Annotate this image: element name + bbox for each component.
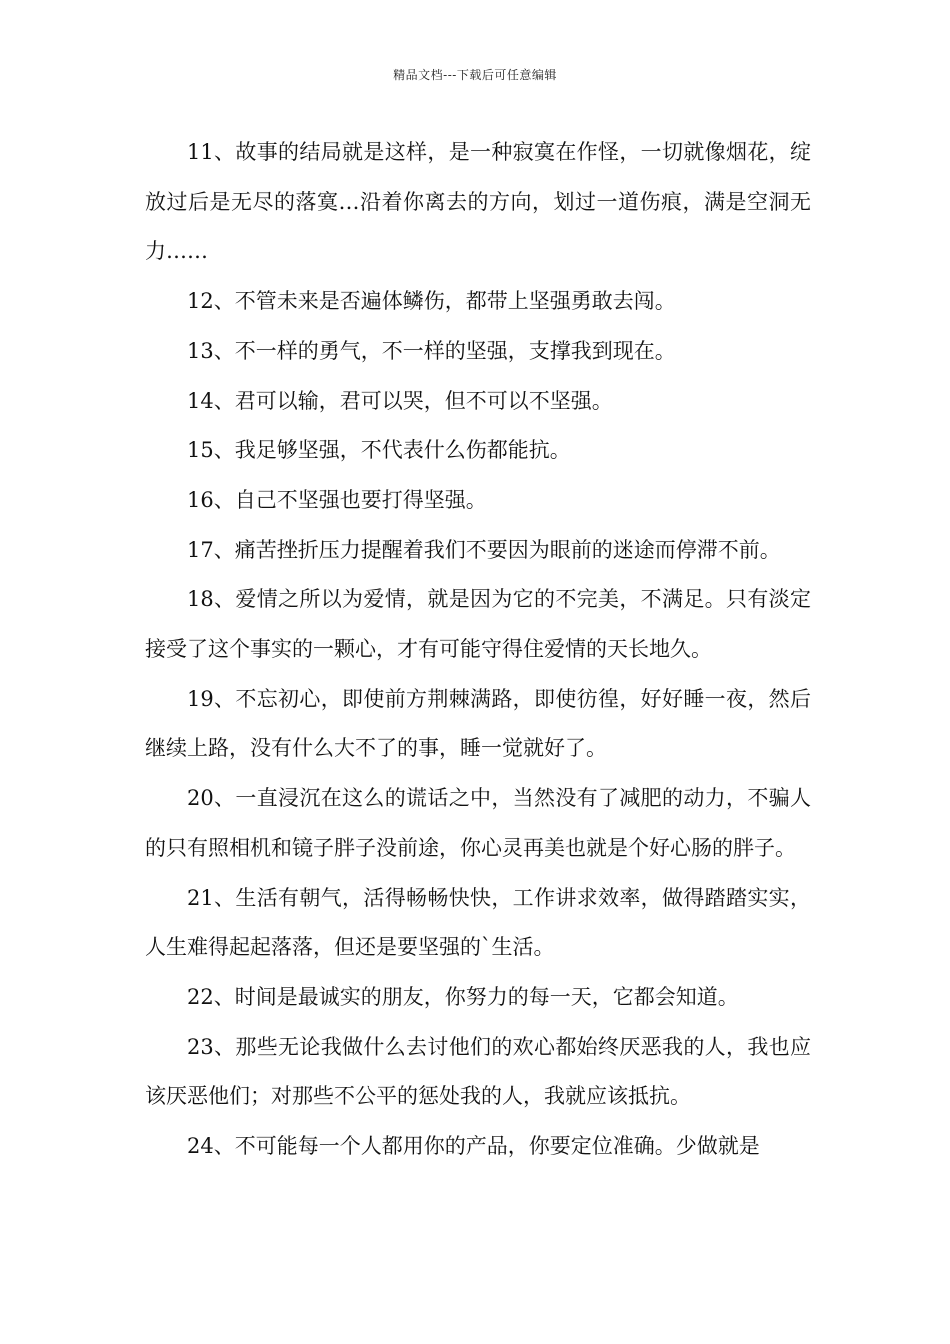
paragraph-12: 12、不管未来是否遍体鳞伤，都带上坚强勇敢去闯。 xyxy=(187,289,676,314)
paragraph-19: 19、不忘初心，即使前方荆棘满路，即使彷徨，好好睡一夜，然后继续上路，没有什么大不了的事，睡一觉就好了。 xyxy=(145,686,811,761)
paragraph-18: 18、爱情之所以为爱情，就是因为它的不完美，不满足。只有淡定接受了这个事实的一颗心，才有可能守得住爱情的天长地久。 xyxy=(145,587,811,662)
paragraph-11: 11、故事的结局就是这样，是一种寂寞在作怪，一切就像烟花，绽放过后是无尽的落寞…沿着你离去的方向，划过一道伤痕，满是空洞无力…… xyxy=(145,140,811,264)
paragraph-24: 24、不可能每一个人都用你的产品，你要定位准确。少做就是 xyxy=(187,1134,760,1159)
paragraph-23: 23、那些无论我做什么去讨他们的欢心都始终厌恶我的人，我也应该厌恶他们；对那些不公平的惩处我的人，我就应该抵抗。 xyxy=(145,1034,811,1109)
paragraph-17: 17、痛苦挫折压力提醒着我们不要因为眼前的迷途而停滞不前。 xyxy=(187,537,781,562)
paragraph-15: 15、我足够坚强，不代表什么伤都能抗。 xyxy=(187,438,571,463)
paragraph-13: 13、不一样的勇气，不一样的坚强，支撑我到现在。 xyxy=(187,338,676,363)
paragraph-22: 22、时间是最诚实的朋友，你努力的每一天，它都会知道。 xyxy=(187,984,739,1009)
paragraph-20: 20、一直浸沉在这么的谎话之中，当然没有了减肥的动力，不骗人的只有照相机和镜子胖子没前途，你心灵再美也就是个好心肠的胖子。 xyxy=(145,786,811,860)
paragraph-21: 21、生活有朝气，活得畅畅快快，工作讲求效率，做得踏踏实实，人生难得起起落落，但还是要坚强的`生活。 xyxy=(145,885,811,960)
document-body xyxy=(145,128,811,1172)
page-header: 精品文档---下载后可任意编辑 xyxy=(393,68,557,82)
paragraph-14: 14、君可以输，君可以哭，但不可以不坚强。 xyxy=(187,388,613,413)
paragraph-16: 16、自己不坚强也要打得坚强。 xyxy=(187,487,487,512)
